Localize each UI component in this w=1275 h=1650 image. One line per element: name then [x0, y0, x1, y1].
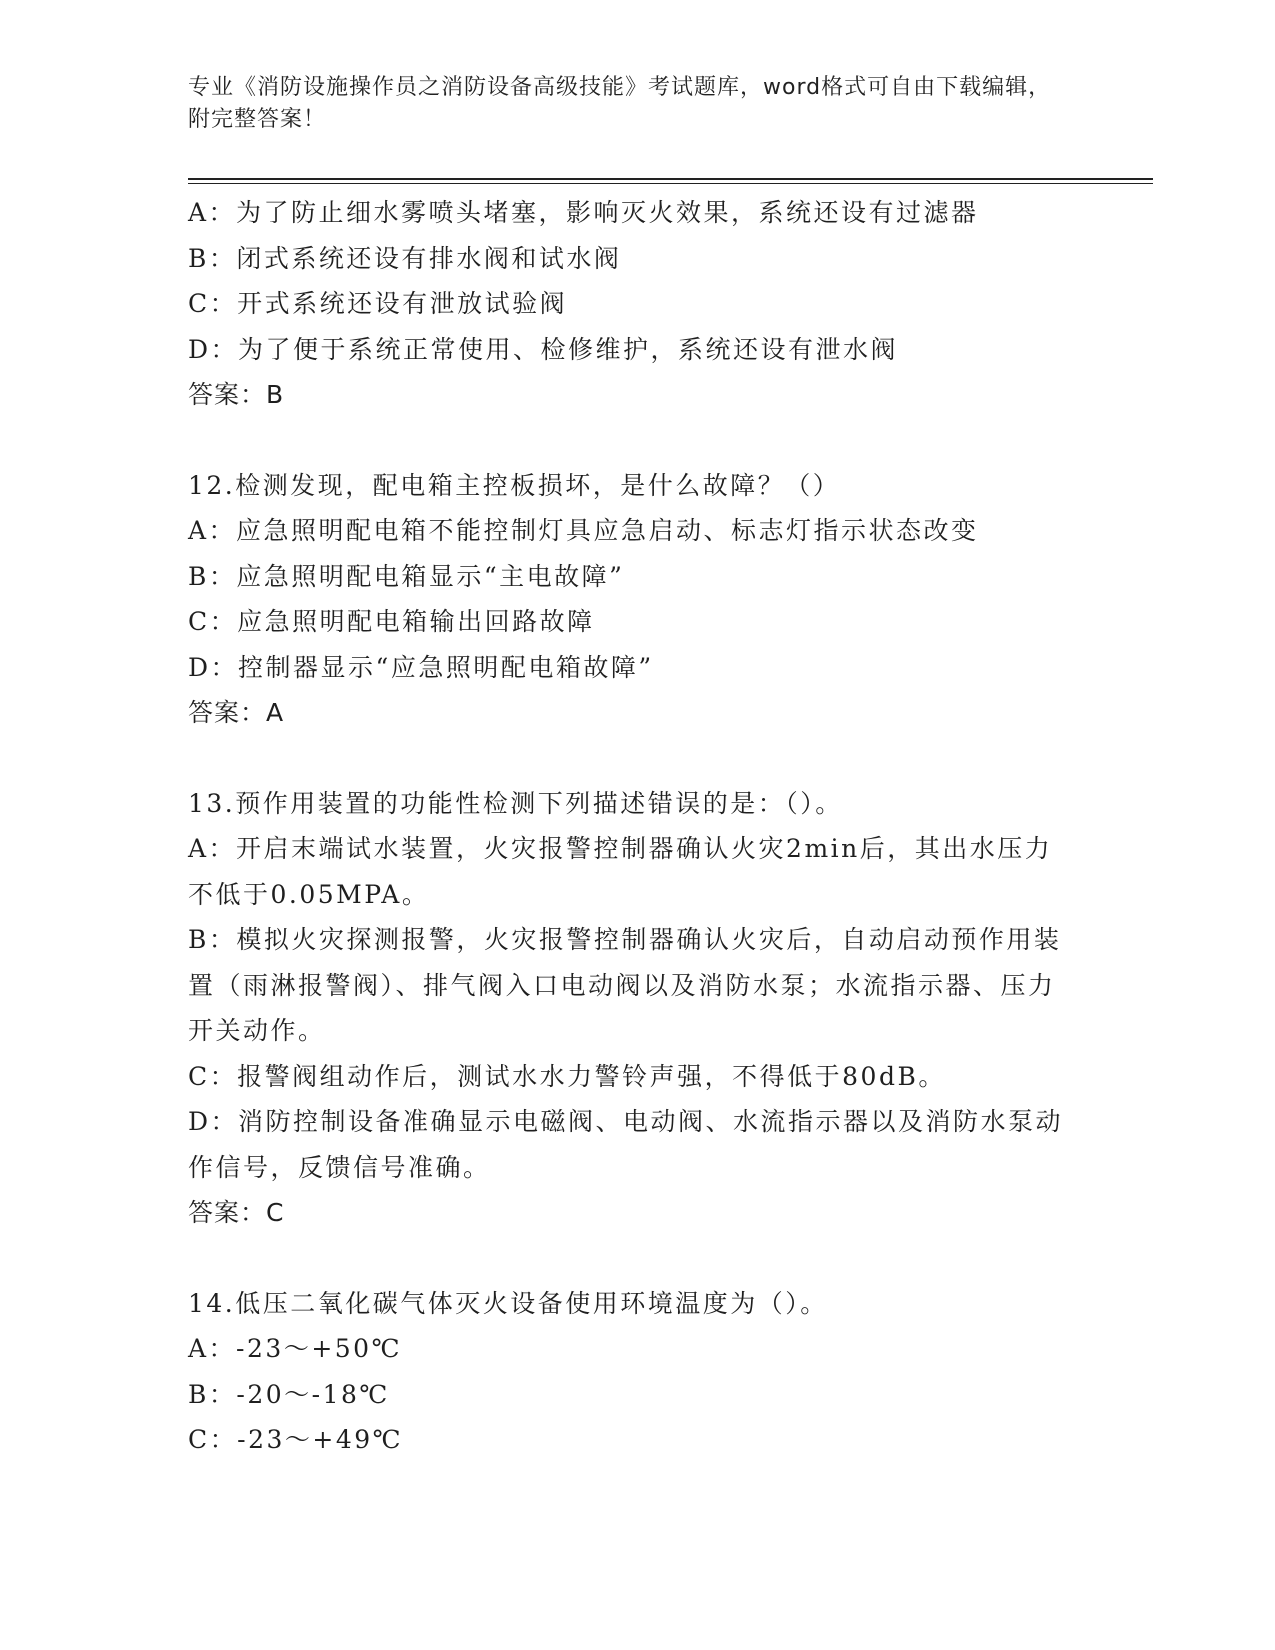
- header-divider-thick: [188, 178, 1153, 180]
- option-c: C：应急照明配电箱输出回路故障: [188, 607, 595, 636]
- question-14: [188, 1281, 1068, 1463]
- question-text: 14.低压二氧化碳气体灭火设备使用环境温度为（）。: [188, 1288, 828, 1318]
- option-b: B：应急照明配电箱显示“主电故障”: [188, 561, 625, 591]
- question-list: [188, 190, 1068, 1463]
- option-c: C：开式系统还设有泄放试验阀: [188, 289, 568, 318]
- option-b: B：模拟火灾探测报警，火灾报警控制器确认火灾后，自动启动预作用装置（雨淋报警阀）、排气阀入口电动阀以及消防水泵；水流指示器、压力开关动作。: [188, 925, 1062, 1045]
- question-text: 12.检测发现，配电箱主控板损坏，是什么故障？（）: [188, 470, 841, 500]
- option-b: B：-20～-18℃: [188, 1379, 390, 1409]
- spacer: [188, 418, 1068, 463]
- option-a: A：-23～+50℃: [188, 1334, 403, 1363]
- question-13: [188, 781, 1068, 1236]
- answer: 答案：B: [188, 380, 285, 409]
- option-b: B：闭式系统还设有排水阀和试水阀: [188, 243, 622, 273]
- answer: 答案：A: [188, 698, 285, 727]
- question-11: [188, 190, 1068, 418]
- header-divider-thin: [188, 183, 1153, 184]
- option-d: D：控制器显示“应急照明配电箱故障”: [188, 652, 654, 682]
- option-d: D：消防控制设备准确显示电磁阀、电动阀、水流指示器以及消防水泵动作信号，反馈信号准确。: [188, 1107, 1064, 1182]
- document-header: 专业《消防设施操作员之消防设备高级技能》考试题库，word格式可自由下载编辑，附完整答案！: [188, 75, 1052, 132]
- question-text: 13.预作用装置的功能性检测下列描述错误的是：（）。: [188, 788, 843, 818]
- option-a: A：应急照明配电箱不能控制灯具应急启动、标志灯指示状态改变: [188, 516, 979, 545]
- spacer: [188, 736, 1068, 781]
- answer: 答案：C: [188, 1198, 285, 1227]
- question-12: [188, 463, 1068, 736]
- option-d: D：为了便于系统正常使用、检修维护，系统还设有泄水阀: [188, 334, 899, 364]
- option-c: C：-23～+49℃: [188, 1425, 404, 1454]
- option-a: A：开启末端试水装置，火灾报警控制器确认火灾2min后，其出水压力不低于0.05MPA。: [188, 834, 1053, 909]
- spacer: [188, 1236, 1068, 1281]
- option-a: A：为了防止细水雾喷头堵塞，影响灭火效果，系统还设有过滤器: [188, 198, 979, 227]
- option-c: C：报警阀组动作后，测试水水力警铃声强，不得低于80dB。: [188, 1061, 946, 1091]
